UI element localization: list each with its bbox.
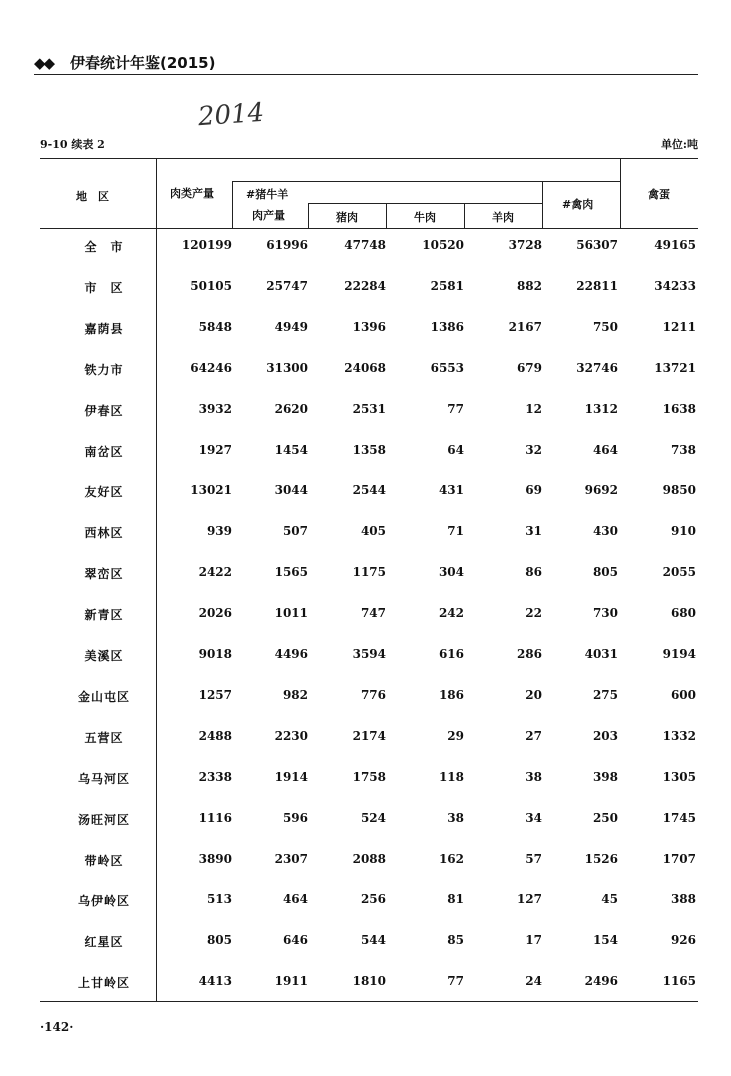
cell-beef: 616 bbox=[438, 647, 464, 661]
cell-eggs: 1165 bbox=[662, 974, 696, 989]
column-header-mutton: 羊肉 bbox=[492, 211, 514, 224]
cell-beef: 1386 bbox=[430, 319, 464, 334]
column-header-group-line2: 肉产量 bbox=[252, 209, 285, 222]
cell-beef: 71 bbox=[447, 524, 464, 539]
header-divider bbox=[542, 181, 543, 228]
table-top-rule bbox=[40, 158, 698, 159]
table-row bbox=[40, 770, 700, 790]
cell-poultry: 275 bbox=[592, 687, 618, 702]
cell-eggs: 34233 bbox=[654, 278, 696, 293]
cell-poultry: 56307 bbox=[576, 238, 618, 252]
cell-beef: 64 bbox=[447, 442, 464, 457]
cell-meat: 805 bbox=[206, 933, 232, 948]
row-region: 西林区 bbox=[84, 526, 124, 541]
cell-psc: 1011 bbox=[274, 606, 308, 621]
cell-mutton: 2167 bbox=[508, 319, 542, 334]
cell-eggs: 1745 bbox=[662, 810, 696, 825]
header-divider bbox=[308, 203, 309, 228]
subgroup-header-rule bbox=[308, 203, 542, 204]
cell-pork: 2544 bbox=[352, 483, 386, 498]
cell-meat: 939 bbox=[206, 524, 232, 539]
cell-poultry: 398 bbox=[592, 769, 618, 784]
table-bottom-rule bbox=[40, 1001, 698, 1002]
cell-mutton: 86 bbox=[525, 565, 542, 580]
cell-meat: 513 bbox=[206, 892, 232, 907]
cell-psc: 596 bbox=[282, 810, 308, 825]
cell-eggs: 388 bbox=[670, 892, 696, 907]
cell-mutton: 17 bbox=[525, 933, 542, 948]
row-region: 伊春区 bbox=[84, 403, 124, 418]
row-region: 全 市 bbox=[84, 240, 124, 254]
cell-pork: 776 bbox=[360, 687, 386, 702]
cell-poultry: 203 bbox=[592, 728, 618, 743]
cell-poultry: 32746 bbox=[576, 360, 618, 375]
cell-pork: 2174 bbox=[352, 728, 386, 743]
column-header-meat-output: 肉类产量 bbox=[170, 187, 214, 200]
cell-beef: 162 bbox=[438, 851, 464, 866]
cell-pork: 2531 bbox=[352, 401, 386, 416]
table-row bbox=[40, 565, 700, 585]
row-region: 嘉荫县 bbox=[84, 321, 124, 336]
cell-psc: 2230 bbox=[274, 728, 308, 743]
row-region: 红星区 bbox=[84, 935, 124, 950]
cell-pork: 1175 bbox=[352, 565, 386, 580]
unit-label: 单位:吨 bbox=[660, 138, 698, 151]
cell-meat: 4413 bbox=[198, 974, 232, 989]
cell-mutton: 69 bbox=[525, 483, 542, 498]
table-row bbox=[40, 238, 700, 258]
table-row bbox=[40, 688, 700, 708]
cell-beef: 2581 bbox=[430, 278, 464, 293]
cell-eggs: 1638 bbox=[662, 401, 696, 416]
cell-poultry: 45 bbox=[601, 892, 618, 907]
page-number: ·142· bbox=[40, 1020, 74, 1034]
cell-poultry: 464 bbox=[592, 442, 618, 457]
cell-meat: 2488 bbox=[198, 728, 232, 743]
table-row bbox=[40, 729, 700, 749]
cell-beef: 77 bbox=[447, 974, 464, 989]
table-row bbox=[40, 974, 700, 994]
handwritten-year: 2014 bbox=[197, 97, 266, 133]
cell-poultry: 1526 bbox=[584, 851, 618, 866]
table-row bbox=[40, 933, 700, 953]
cell-eggs: 9194 bbox=[662, 647, 696, 661]
cell-meat: 5848 bbox=[198, 319, 232, 334]
cell-psc: 2307 bbox=[274, 851, 308, 866]
cell-beef: 186 bbox=[438, 687, 464, 702]
cell-pork: 524 bbox=[360, 810, 386, 825]
cell-pork: 1810 bbox=[352, 974, 386, 989]
table-row bbox=[40, 402, 700, 422]
cell-psc: 1914 bbox=[274, 769, 308, 784]
group-header-rule bbox=[232, 181, 620, 182]
cell-mutton: 57 bbox=[525, 851, 542, 866]
cell-psc: 1565 bbox=[274, 565, 308, 580]
cell-mutton: 12 bbox=[525, 401, 542, 416]
cell-pork: 24068 bbox=[344, 360, 386, 375]
cell-eggs: 1211 bbox=[662, 319, 696, 334]
cell-mutton: 24 bbox=[525, 974, 542, 989]
table-row bbox=[40, 320, 700, 340]
row-region: 乌马河区 bbox=[77, 771, 130, 786]
row-region: 美溪区 bbox=[84, 649, 124, 663]
cell-psc: 4949 bbox=[274, 319, 308, 334]
cell-mutton: 27 bbox=[525, 728, 542, 743]
cell-mutton: 38 bbox=[525, 769, 542, 784]
cell-eggs: 1707 bbox=[662, 851, 696, 866]
table-row bbox=[40, 606, 700, 626]
cell-pork: 1358 bbox=[352, 442, 386, 457]
cell-meat: 1257 bbox=[198, 687, 232, 702]
cell-meat: 3932 bbox=[198, 401, 232, 416]
cell-poultry: 730 bbox=[592, 606, 618, 621]
column-header-region: 地 区 bbox=[76, 190, 109, 203]
cell-meat: 1927 bbox=[198, 442, 232, 457]
cell-psc: 1911 bbox=[274, 974, 308, 989]
cell-poultry: 22811 bbox=[576, 278, 618, 293]
cell-psc: 464 bbox=[282, 892, 308, 907]
row-region: 新青区 bbox=[84, 608, 124, 623]
header-divider bbox=[620, 158, 621, 228]
cell-eggs: 49165 bbox=[654, 238, 696, 252]
header-divider bbox=[386, 203, 387, 228]
column-header-pork: 猪肉 bbox=[336, 211, 358, 224]
row-region: 友好区 bbox=[84, 485, 124, 500]
row-region: 带岭区 bbox=[84, 853, 124, 868]
cell-psc: 646 bbox=[282, 933, 308, 948]
table-caption-bar bbox=[40, 136, 698, 152]
cell-psc: 982 bbox=[282, 687, 308, 702]
table-row bbox=[40, 279, 700, 299]
table-title: 9-10 续表 2 bbox=[40, 138, 105, 151]
cell-psc: 507 bbox=[282, 524, 308, 539]
table-row bbox=[40, 483, 700, 503]
cell-meat: 2026 bbox=[198, 606, 232, 621]
cell-eggs: 738 bbox=[670, 442, 696, 457]
cell-pork: 1396 bbox=[352, 319, 386, 334]
cell-psc: 1454 bbox=[274, 442, 308, 457]
cell-beef: 29 bbox=[447, 728, 464, 743]
cell-beef: 242 bbox=[438, 606, 464, 621]
cell-poultry: 4031 bbox=[584, 647, 618, 661]
cell-beef: 431 bbox=[438, 483, 464, 498]
header-divider bbox=[232, 181, 233, 228]
cell-eggs: 600 bbox=[670, 687, 696, 702]
cell-poultry: 750 bbox=[592, 319, 618, 334]
cell-beef: 10520 bbox=[422, 238, 464, 252]
cell-psc: 31300 bbox=[266, 360, 308, 375]
cell-pork: 256 bbox=[360, 892, 386, 907]
cell-psc: 2620 bbox=[274, 401, 308, 416]
cell-beef: 118 bbox=[438, 769, 464, 784]
cell-mutton: 22 bbox=[525, 606, 542, 621]
cell-eggs: 910 bbox=[670, 524, 696, 539]
cell-poultry: 430 bbox=[592, 524, 618, 539]
cell-pork: 22284 bbox=[344, 278, 386, 293]
cell-mutton: 286 bbox=[516, 647, 542, 661]
cell-poultry: 154 bbox=[592, 933, 618, 948]
row-region: 上甘岭区 bbox=[77, 976, 130, 991]
table-row bbox=[40, 892, 700, 912]
column-header-poultry-meat: #禽肉 bbox=[562, 198, 594, 211]
cell-poultry: 9692 bbox=[584, 483, 618, 498]
cell-pork: 2088 bbox=[352, 851, 386, 866]
cell-mutton: 20 bbox=[525, 687, 542, 702]
cell-mutton: 31 bbox=[525, 524, 542, 539]
cell-meat: 50105 bbox=[190, 278, 232, 293]
cell-pork: 747 bbox=[360, 606, 386, 621]
row-region: 铁力市 bbox=[84, 362, 124, 377]
cell-beef: 81 bbox=[447, 892, 464, 907]
diamond-bullets-icon: ◆◆ bbox=[34, 54, 54, 72]
cell-pork: 544 bbox=[360, 933, 386, 948]
row-region: 汤旺河区 bbox=[77, 812, 130, 827]
cell-meat: 3890 bbox=[198, 851, 232, 866]
cell-beef: 304 bbox=[438, 565, 464, 580]
cell-eggs: 926 bbox=[670, 933, 696, 948]
row-region: 市 区 bbox=[84, 280, 124, 295]
cell-pork: 1758 bbox=[352, 769, 386, 784]
table-row bbox=[40, 852, 700, 872]
cell-eggs: 2055 bbox=[662, 565, 696, 580]
table-row bbox=[40, 443, 700, 463]
row-region: 五营区 bbox=[84, 730, 124, 745]
cell-beef: 77 bbox=[447, 401, 464, 416]
cell-eggs: 9850 bbox=[662, 483, 696, 498]
cell-meat: 64246 bbox=[190, 360, 232, 375]
column-header-group-line1: #猪牛羊 bbox=[246, 188, 289, 201]
cell-mutton: 32 bbox=[525, 442, 542, 457]
header-bottom-rule bbox=[40, 228, 698, 229]
header-rule bbox=[34, 74, 698, 75]
column-header-beef: 牛肉 bbox=[414, 211, 436, 224]
cell-mutton: 34 bbox=[525, 810, 542, 825]
cell-mutton: 3728 bbox=[508, 238, 542, 252]
cell-eggs: 1305 bbox=[662, 769, 696, 784]
cell-mutton: 679 bbox=[516, 360, 542, 375]
cell-poultry: 805 bbox=[592, 565, 618, 580]
cell-poultry: 1312 bbox=[584, 401, 618, 416]
header-divider bbox=[464, 203, 465, 228]
cell-pork: 405 bbox=[360, 524, 386, 539]
cell-pork: 3594 bbox=[352, 647, 386, 661]
cell-meat: 13021 bbox=[190, 483, 232, 498]
cell-meat: 2338 bbox=[198, 769, 232, 784]
cell-eggs: 13721 bbox=[654, 360, 696, 375]
cell-psc: 3044 bbox=[274, 483, 308, 498]
cell-psc: 25747 bbox=[266, 278, 308, 293]
cell-mutton: 127 bbox=[516, 892, 542, 907]
cell-beef: 85 bbox=[447, 933, 464, 948]
cell-meat: 1116 bbox=[198, 810, 232, 825]
yearbook-title: 伊春统计年鉴(2015) bbox=[70, 54, 216, 72]
cell-poultry: 2496 bbox=[584, 974, 618, 989]
cell-psc: 4496 bbox=[274, 647, 308, 661]
running-header bbox=[34, 50, 698, 76]
cell-pork: 47748 bbox=[344, 238, 386, 252]
cell-meat: 2422 bbox=[198, 565, 232, 580]
cell-mutton: 882 bbox=[516, 278, 542, 293]
row-region: 翠峦区 bbox=[84, 567, 124, 582]
cell-beef: 6553 bbox=[430, 360, 464, 375]
table-row bbox=[40, 647, 700, 667]
row-region: 金山屯区 bbox=[77, 689, 130, 704]
cell-meat: 9018 bbox=[198, 647, 232, 661]
cell-eggs: 680 bbox=[670, 606, 696, 621]
row-region: 南岔区 bbox=[84, 444, 124, 459]
cell-eggs: 1332 bbox=[662, 728, 696, 743]
table-row bbox=[40, 524, 700, 544]
row-region: 乌伊岭区 bbox=[77, 894, 130, 909]
cell-meat: 120199 bbox=[181, 238, 232, 252]
column-header-eggs: 禽蛋 bbox=[648, 188, 670, 201]
table-row bbox=[40, 811, 700, 831]
cell-beef: 38 bbox=[447, 810, 464, 825]
cell-psc: 61996 bbox=[266, 238, 308, 252]
table-row bbox=[40, 361, 700, 381]
cell-poultry: 250 bbox=[592, 810, 618, 825]
